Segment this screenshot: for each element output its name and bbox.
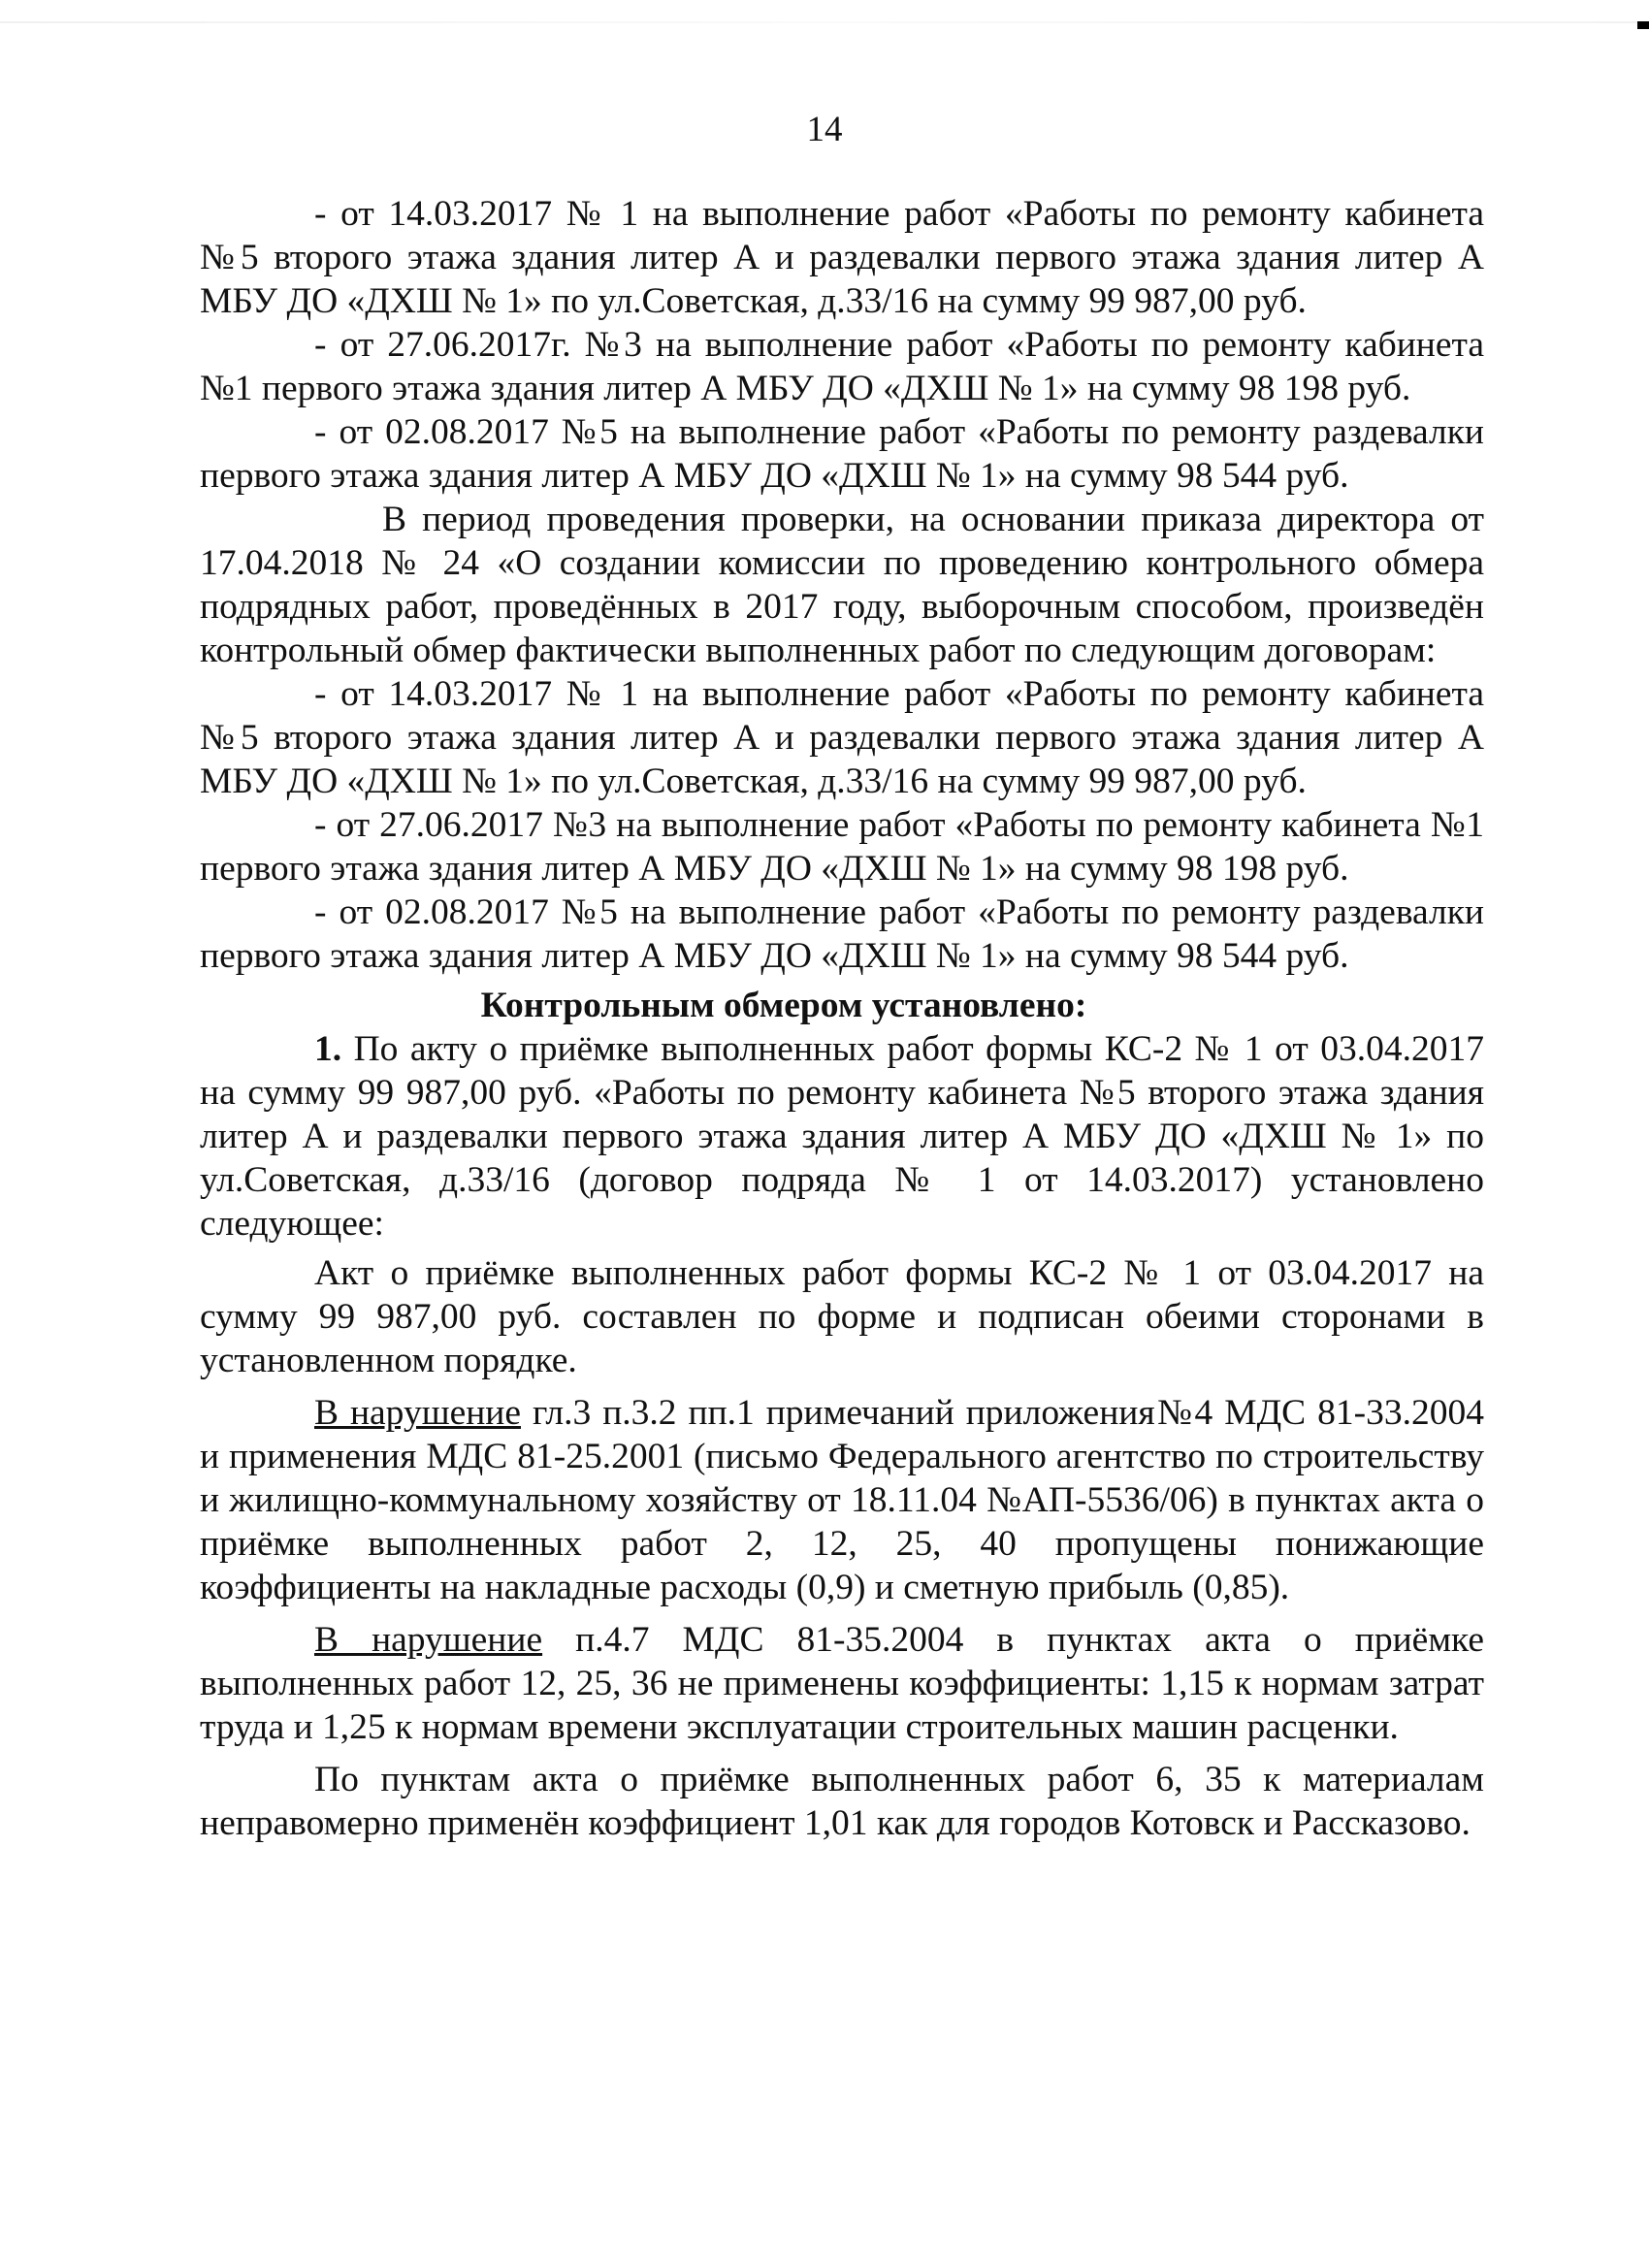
text-run: п.4.7 МДС 81-35.2004 в пунктах акта о приёмке выполненных работ 12, 25, 36 не применены коэффициенты: 1,15 к нормам затрат труда и 1,25 к нормам времени эксплуатации строительных машин расценки.: [200, 1620, 1484, 1747]
text-run: - от 02.08.2017 №5 на выполнение работ «Работы по ремонту раздевалки первого этажа здания литер А МБУ ДО «ДХШ № 1» на сумму 98 544 руб.: [200, 412, 1484, 496]
text-run: Контрольным обмером установлено:: [480, 986, 1087, 1025]
text-run: - от 27.06.2017 №3 на выполнение работ «Работы по ремонту кабинета №1 первого этажа здания литер А МБУ ДО «ДХШ № 1» на сумму 98 198 руб.: [200, 805, 1484, 889]
underlined-phrase: В нарушение: [314, 1393, 521, 1433]
text-run: - от 14.03.2017 № 1 на выполнение работ «Работы по ремонту кабинета №5 второго этажа здания литер А и раздевалки первого этажа здания литер А МБУ ДО «ДХШ № 1» по ул.Советская, д.33/16 на сумму 99 987,00 руб.: [200, 674, 1484, 801]
text-run: В период проведения проверки, на основании приказа директора от 17.04.2018 № 24 «О создании комиссии по проведению контрольного обмера подрядных работ, проведённых в 2017 году, выборочным способом, произведён контрольный обмер фактически выполненных работ по следующим договорам:: [200, 500, 1484, 670]
paragraph: [200, 1251, 1484, 1382]
text-run: По акту о приёмке выполненных работ формы КС-2 № 1 от 03.04.2017 на сумму 99 987,00 руб. «Работы по ремонту кабинета №5 второго этажа здания литер А и раздевалки первого этажа здания литер А МБУ ДО «ДХШ № 1» по ул.Советская, д.33/16 (договор подряда № 1 от 14.03.2017) установлено следующее:: [200, 1029, 1484, 1244]
paragraph: [200, 1618, 1484, 1749]
document-body: [200, 192, 1484, 1845]
text-run: гл.3 п.3.2 пп.1 примечаний приложения№4 МДС 81-33.2004 и применения МДС 81-25.2001 (письмо Федерального агентство по строительству и жилищно-коммунальному хозяйству от 18.11.04 №АП-5536/06) в пунктах акта о приёмке выполненных работ 2, 12, 25, 40 пропущены понижающие коэффициенты на накладные расходы (0,9) и сметную прибыль (0,85).: [200, 1393, 1484, 1607]
page-number: 14: [806, 110, 843, 149]
item-number: 1.: [314, 1029, 342, 1069]
paragraph: [200, 192, 1484, 323]
scan-artifact-line: [0, 21, 1649, 23]
text-run: - от 14.03.2017 № 1 на выполнение работ «Работы по ремонту кабинета №5 второго этажа здания литер А и раздевалки первого этажа здания литер А МБУ ДО «ДХШ № 1» по ул.Советская, д.33/16 на сумму 99 987,00 руб.: [200, 194, 1484, 321]
paragraph: [200, 803, 1484, 891]
paragraph: [200, 498, 1484, 672]
text-run: Акт о приёмке выполненных работ формы КС-2 № 1 от 03.04.2017 на сумму 99 987,00 руб. составлен по форме и подписан обеими сторонами в установленном порядке.: [200, 1253, 1484, 1380]
paragraph: [200, 410, 1484, 498]
paragraph: [200, 672, 1484, 803]
underlined-phrase: В нарушение: [314, 1620, 543, 1660]
paragraph: [200, 1027, 1484, 1246]
text-run: - от 02.08.2017 №5 на выполнение работ «Работы по ремонту раздевалки первого этажа здания литер А МБУ ДО «ДХШ № 1» на сумму 98 544 руб.: [200, 892, 1484, 976]
paragraph: [200, 1391, 1484, 1609]
paragraph: [200, 891, 1484, 978]
text-run: - от 27.06.2017г. №3 на выполнение работ «Работы по ремонту кабинета №1 первого этажа здания литер А МБУ ДО «ДХШ № 1» на сумму 98 198 руб.: [200, 325, 1484, 408]
paragraph: [200, 323, 1484, 410]
section-heading: [200, 984, 1484, 1027]
paragraph: [200, 1758, 1484, 1845]
scan-artifact-mark: [1637, 21, 1649, 29]
text-run: По пунктам акта о приёмке выполненных работ 6, 35 к материалам неправомерно применён коэффициент 1,01 как для городов Котовск и Рассказово.: [200, 1760, 1484, 1843]
